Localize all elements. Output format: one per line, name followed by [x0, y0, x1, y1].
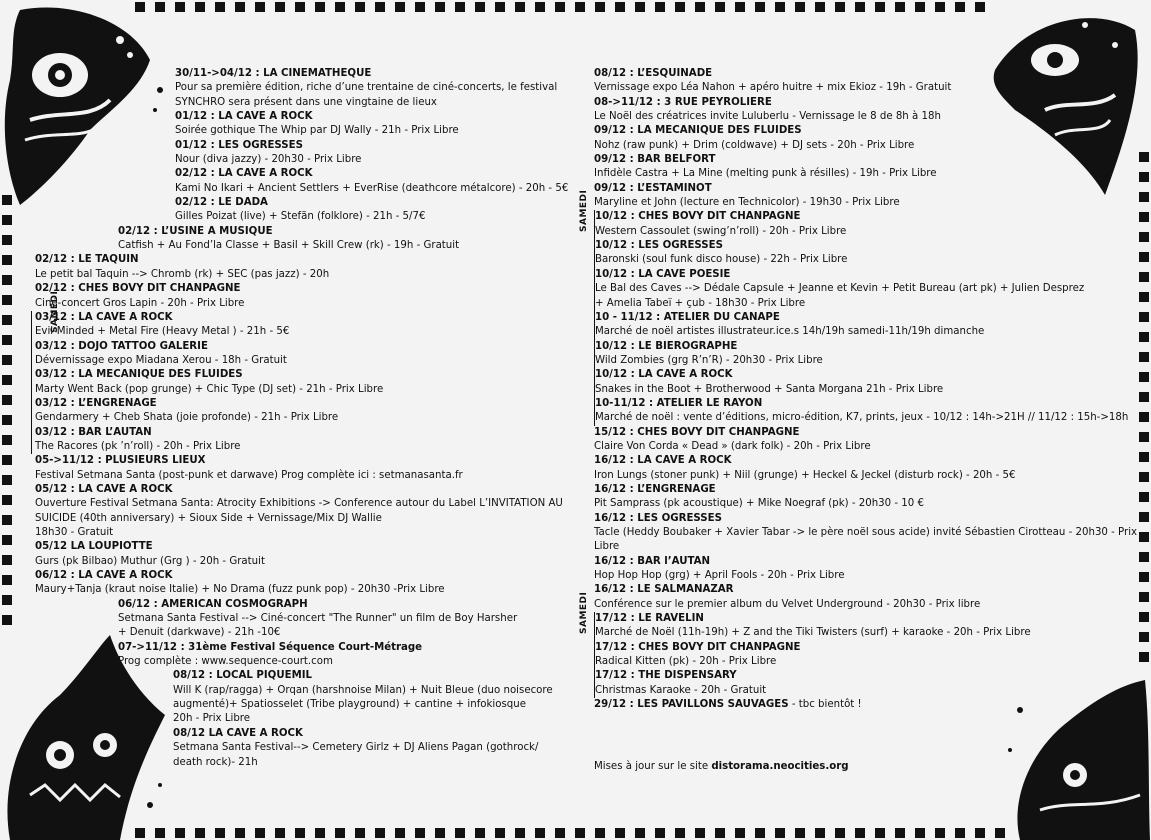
event-entry [0, 669, 570, 726]
event-entry [594, 124, 1134, 153]
event-detail: Ouverture Festival Setmana Santa: Atrocity Exhibitions -> Conference autour du Label L’INVITATION AU [35, 498, 563, 510]
event-detail: Maury+Tanja (kraut noise Italie) + No Drama (fuzz punk pop) - 20h30 -Prix Libre [35, 584, 445, 596]
event-entry [595, 368, 1134, 397]
event-title: 01/12 : LES OGRESSES [175, 139, 303, 151]
event-detail: Soirée gothique The Whip par DJ Wally - 21h - Prix Libre [175, 125, 459, 137]
event-entry [594, 512, 1138, 555]
event-entry [0, 598, 570, 641]
event-title: 08/12 : LOCAL PIQUEMIL [173, 670, 312, 682]
event-detail: augmenté)+ Spatiosselet (Tribe playground) + cantine + infokiosque [173, 699, 526, 711]
event-title: 16/12 : BAR l’AUTAN [594, 555, 711, 567]
event-detail: Snakes in the Boot + Brotherwood + Santa Morgana 21h - Prix Libre [595, 383, 944, 395]
event-title: 08/12 : L’ESQUINADE [594, 68, 713, 79]
event-detail: Marché de noël : vente d’éditions, micro-édition, K7, prints, jeux - 10/12 : 14h->21H // 11/12 : 15h->18h [595, 412, 1129, 424]
event-detail: Dévernissage expo Miadana Xerou - 18h - Gratuit [35, 354, 287, 366]
event-title: 08->11/12 : 3 RUE PEYROLIERE [594, 96, 772, 108]
event-title: 02/12 : LE TAQUIN [35, 254, 139, 266]
event-entry [0, 110, 570, 139]
event-entry [32, 426, 570, 455]
event-entry [595, 239, 1134, 268]
event-title: 10/12 : LA CAVE POESIE [595, 268, 731, 280]
event-entry [594, 426, 1134, 455]
event-detail: Gurs (pk Bilbao) Muthur (Grg ) - 20h - Gratuit [35, 555, 265, 567]
samedi-label: SAMEDI [579, 190, 589, 233]
event-title: 06/12 : LA CAVE A ROCK [35, 570, 173, 582]
event-detail: Wild Zombies (grg R’n’R) - 20h30 - Prix Libre [595, 354, 823, 366]
event-detail: Nour (diva jazzy) - 20h30 - Prix Libre [175, 154, 362, 166]
event-detail: The Racores (pk ’n’roll) - 20h - Prix Libre [35, 440, 241, 452]
event-entry [0, 483, 570, 540]
event-entry [595, 612, 1134, 641]
event-title: 09/12 : LA MECANIQUE DES FLUIDES [594, 125, 802, 137]
event-entry [32, 397, 570, 426]
event-entry [0, 167, 570, 196]
event-detail: Hop Hop Hop (grg) + April Fools - 20h - Prix Libre [594, 570, 845, 582]
event-title: 10/12 : LES OGRESSES [595, 240, 723, 252]
event-entry [0, 253, 570, 282]
event-entry [594, 483, 1134, 512]
event-detail: Claire Von Corda « Dead » (dark folk) - 20h - Prix Libre [594, 440, 871, 452]
event-detail: 18h30 - Gratuit [35, 527, 114, 538]
event-detail: Marché de Noël (11h-19h) + Z and the Tiki Twisters (surf) + karaoke - 20h - Prix Libre [595, 627, 1031, 639]
event-entry [594, 583, 1134, 612]
event-detail: Radical Kitten (pk) - 20h - Prix Libre [595, 656, 777, 668]
samedi-label: SAMEDI [50, 290, 60, 333]
event-entry [594, 698, 1134, 712]
event-entry [32, 311, 570, 340]
checker-border-bottom [135, 828, 1015, 838]
event-title: 10/12 : LA CAVE A ROCK [595, 369, 733, 381]
event-title: 02/12 : LA CAVE A ROCK [175, 168, 313, 180]
event-title: 05->11/12 : PLUSIEURS LIEUX [35, 455, 206, 467]
event-title: 30/11->04/12 : LA CINEMATHEQUE [175, 68, 372, 79]
event-title: 17/12 : THE DISPENSARY [595, 670, 737, 682]
checker-border-right [1139, 152, 1149, 672]
event-detail: Ciné-concert Gros Lapin - 20h - Prix Libre [35, 297, 245, 309]
event-detail: death rock)- 21h [173, 756, 258, 768]
event-entry [594, 153, 1134, 182]
event-detail: + Amelia Tabeï + çub - 18h30 - Prix Libre [595, 297, 806, 309]
event-entry [594, 67, 1134, 96]
event-detail: Setmana Santa Festival --> Ciné-concert "The Runner" un film de Boy Harsher [118, 613, 518, 625]
event-title: 10-11/12 : ATELIER LE RAYON [595, 397, 763, 409]
event-entry [594, 182, 1134, 211]
event-detail: Pit Samprass (pk acoustique) + Mike Noegraf (pk) - 20h30 - 10 € [594, 498, 924, 510]
event-entry [594, 454, 1134, 483]
event-detail: Evil-Minded + Metal Fire (Heavy Metal ) - 21h - 5€ [35, 326, 290, 338]
event-detail: Libre [594, 541, 620, 553]
event-detail: Conférence sur le premier album du Velvet Underground - 20h30 - Prix libre [594, 598, 981, 610]
event-detail: Tacle (Heddy Boubaker + Xavier Tabar -> le père noël sous acide) invité Sébastien Cirotteau - 20h30 - Prix [594, 527, 1138, 538]
event-title: 05/12 LA LOUPIOTTE [35, 541, 153, 553]
event-title: 02/12 : CHES BOVY DIT CHANPAGNE [35, 283, 241, 295]
event-entry [0, 540, 570, 569]
event-entry [0, 139, 570, 168]
event-detail: Setmana Santa Festival--> Cemetery Girlz + DJ Aliens Pagan (gothrock/ [173, 742, 539, 754]
event-entry [32, 368, 570, 397]
event-detail: Western Cassoulet (swing’n’roll) - 20h - Prix Libre [595, 225, 847, 237]
footer-site-link[interactable]: distorama.neocities.org [711, 761, 849, 772]
event-detail: Infidèle Castra + La Mine (melting punk à résilles) - 19h - Prix Libre [594, 168, 937, 180]
event-entry [595, 311, 1134, 340]
event-entry [0, 641, 570, 670]
event-title: 03/12 : BAR L’AUTAN [35, 426, 152, 438]
footer-note [594, 761, 849, 772]
event-title: 05/12 : LA CAVE A ROCK [35, 483, 173, 495]
event-detail: Le petit bal Taquin --> Chromb (rk) + SEC (pas jazz) - 20h [35, 268, 330, 280]
event-title: 03/12 : LA MECANIQUE DES FLUIDES [35, 369, 243, 381]
event-title: 10/12 : LE BIEROGRAPHE [595, 340, 738, 352]
event-entry [595, 268, 1134, 311]
event-title: 16/12 : LES OGRESSES [594, 512, 722, 524]
event-title: 01/12 : LA CAVE A ROCK [175, 111, 313, 123]
event-detail: Iron Lungs (stoner punk) + Niil (grunge) + Heckel & Jeckel (disturb rock) - 20h - 5€ [594, 469, 1016, 481]
event-title: 10 - 11/12 : ATELIER DU CANAPE [595, 311, 780, 323]
event-entry [595, 669, 1134, 698]
event-title: 29/12 : LES PAVILLONS SAUVAGES [594, 699, 789, 711]
event-detail: Gendarmery + Cheb Shata (joie profonde) - 21h - Prix Libre [35, 412, 339, 424]
agenda-column-left [0, 67, 570, 770]
event-detail: Baronski (soul funk disco house) - 22h - Prix Libre [595, 254, 848, 266]
event-entry [0, 569, 570, 598]
event-title: 07->11/12 : 31ème Festival Séquence Court-Métrage [118, 641, 423, 653]
event-detail: Kami No Ikari + Ancient Settlers + EverRise (deathcore métalcore) - 20h - 5€ [175, 182, 569, 194]
event-title: 02/12 : L’USINE A MUSIQUE [118, 225, 273, 237]
event-detail: Marché de noël artistes illustrateur.ice.s 14h/19h samedi-11h/19h dimanche [595, 326, 985, 338]
event-title: 15/12 : CHES BOVY DIT CHANPAGNE [594, 426, 800, 438]
event-title: 08/12 LA CAVE A ROCK [173, 727, 303, 739]
event-entry [0, 454, 570, 483]
event-title: 17/12 : LE RAVELIN [595, 613, 704, 625]
event-entry [594, 555, 1134, 584]
event-title: 03/12 : L’ENGRENAGE [35, 397, 157, 409]
event-entry [595, 641, 1134, 670]
event-entry [0, 196, 570, 225]
footer-prefix: Mises à jour sur le site [594, 761, 712, 772]
event-title: 17/12 : CHES BOVY DIT CHANPAGNE [595, 641, 801, 653]
event-detail: Le Bal des Caves --> Dédale Capsule + Jeanne et Kevin + Petit Bureau (art pk) + Julien Desprez [595, 283, 1085, 295]
event-detail: 20h - Prix Libre [173, 713, 251, 725]
event-detail: Nohz (raw punk) + Drim (coldwave) + DJ sets - 20h - Prix Libre [594, 139, 915, 151]
event-entry [0, 282, 570, 311]
event-detail: Gilles Poizat (live) + Stefãn (folklore) - 21h - 5/7€ [175, 211, 426, 223]
event-entry [595, 340, 1134, 369]
event-entry [32, 340, 570, 369]
event-detail: Christmas Karaoke - 20h - Gratuit [595, 684, 767, 696]
event-title: 03/12 : DOJO TATTOO GALERIE [35, 340, 208, 352]
event-detail: SYNCHRO sera présent dans une vingtaine de lieux [175, 96, 437, 108]
event-detail: Catfish + Au Fond’la Classe + Basil + Skill Crew (rk) - 19h - Gratuit [118, 240, 460, 252]
agenda-column-right [579, 67, 1138, 712]
event-detail: Prog complète : www.sequence-court.com [118, 656, 333, 668]
event-detail: Pour sa première édition, riche d’une trentaine de ciné-concerts, le festival [175, 82, 558, 94]
event-title: 16/12 : LE SALMANAZAR [594, 584, 734, 596]
event-title: 09/12 : BAR BELFORT [594, 154, 716, 166]
event-entry [595, 397, 1134, 426]
event-entry [0, 727, 570, 770]
event-title: 06/12 : AMERICAN COSMOGRAPH [118, 598, 308, 610]
event-detail: Vernissage expo Léa Nahon + apéro huitre + mix Ekioz - 19h - Gratuit [594, 82, 952, 94]
checker-border-top [135, 2, 990, 12]
event-title: 16/12 : LA CAVE A ROCK [594, 455, 732, 467]
event-entry [594, 96, 1134, 125]
event-title: 02/12 : LE DADA [175, 197, 268, 209]
event-detail: Festival Setmana Santa (post-punk et darwave) Prog complète ici : setmanasanta.fr [35, 469, 463, 481]
event-entry [595, 210, 1134, 239]
event-title: 16/12 : L’ENGRENAGE [594, 483, 716, 495]
event-detail: Maryline et John (lecture en Technicolor) - 19h30 - Prix Libre [594, 197, 900, 209]
event-title: 09/12 : L’ESTAMINOT [594, 182, 712, 194]
event-detail: SUICIDE (40th anniversary) + Sioux Side + Vernissage/Mix DJ Wallie [35, 512, 382, 524]
event-title: 03/12 : LA CAVE A ROCK [35, 311, 173, 323]
event-entry [0, 67, 570, 110]
samedi-label: SAMEDI [579, 591, 589, 635]
event-detail: Will K (rap/ragga) + Orqan (harshnoise Milan) + Nuit Bleue (duo noisecore [173, 684, 553, 696]
event-detail: Marty Went Back (pop grunge) + Chic Type (DJ set) - 21h - Prix Libre [35, 383, 384, 395]
event-detail: + Denuit (darkwave) - 21h -10€ [118, 627, 281, 639]
event-note: - tbc bientôt ! [788, 699, 862, 711]
event-entry [0, 225, 570, 254]
event-title: 10/12 : CHES BOVY DIT CHANPAGNE [595, 211, 801, 223]
event-detail: Le Noël des créatrices invite Luluberlu - Vernissage le 8 de 8h à 18h [594, 111, 941, 123]
